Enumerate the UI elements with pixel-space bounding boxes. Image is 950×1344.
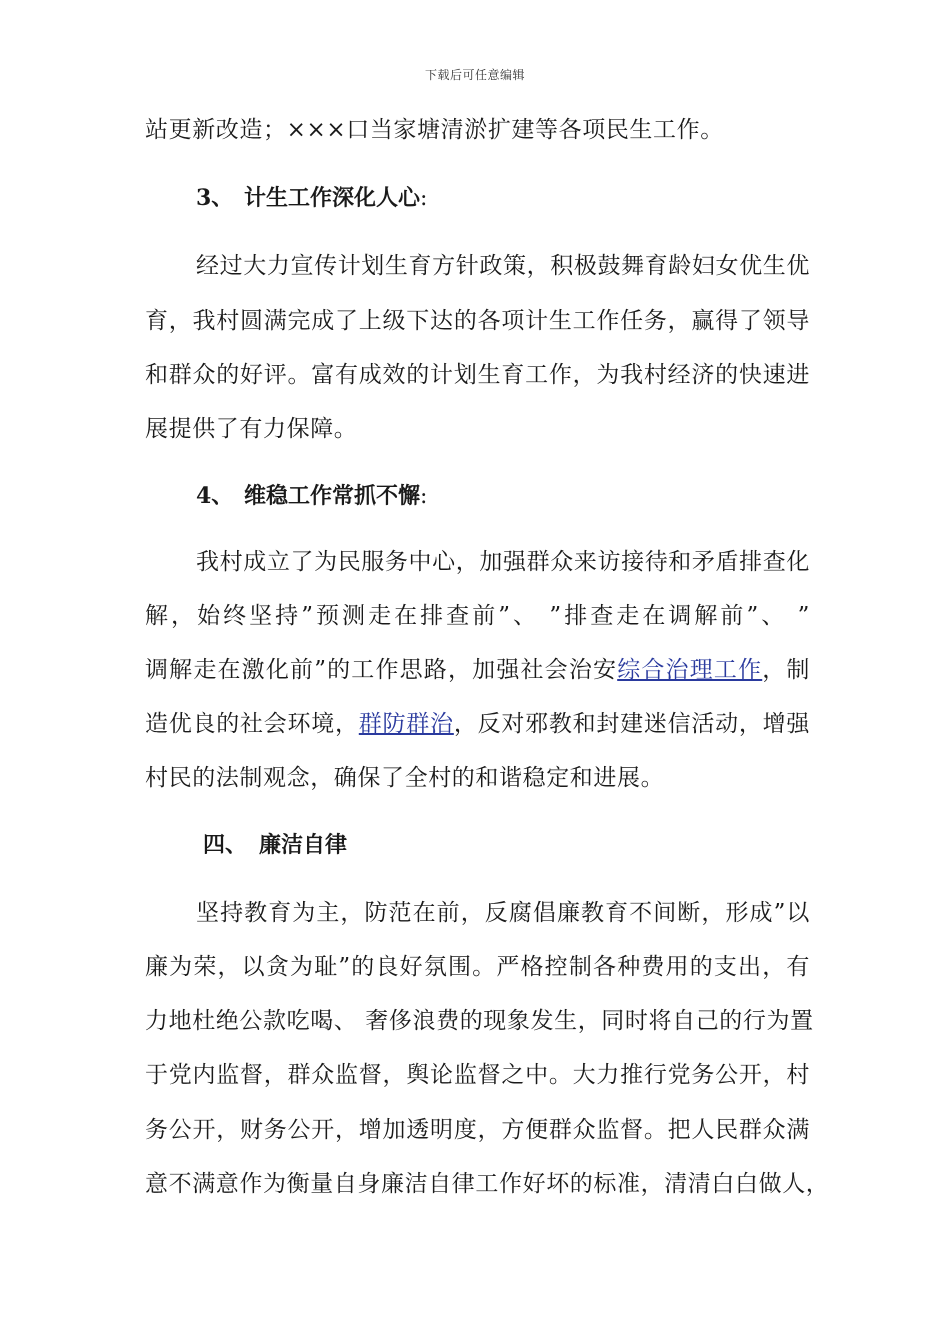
paragraph-line: 务公开，财务公开，增加透明度，方便群众监督。把人民群众满 [145, 1117, 810, 1143]
section-title: 计生工作深化人心 [244, 185, 421, 211]
paragraph-line: 力地杜绝公款吃喝、 奢侈浪费的现象发生，同时将自己的行为置 [145, 1008, 814, 1034]
page-header: 下载后可任意编辑 [424, 68, 525, 82]
line-text: 造优良的社会环境， [145, 711, 359, 737]
paragraph-line: 经过大力宣传计划生育方针政策，积极鼓舞育龄妇女优生优 [196, 253, 810, 279]
heading-colon: : [420, 484, 428, 509]
section-number: 4、 [196, 483, 234, 509]
link-comprehensive-governance[interactable]: 综合治理工作 [617, 657, 763, 683]
section-title: 廉洁自律 [259, 832, 348, 858]
paragraph-line: 展提供了有力保障。 [145, 416, 358, 442]
paragraph-line: 廉为荣，以贪为耻”的良好氛围。严格控制各种费用的支出，有 [145, 954, 810, 980]
section-heading-4 [196, 480, 427, 513]
paragraph-line: 村民的法制观念，确保了全村的和谐稳定和进展。 [145, 765, 665, 791]
section-title: 维稳工作常抓不懈 [244, 483, 421, 509]
paragraph-line [145, 708, 810, 740]
paragraph-line: 坚持教育为主，防范在前，反腐倡廉教育不间断，形成”以 [196, 900, 810, 926]
paragraph-line: 于党内监督，群众监督，舆论监督之中。大力推行党务公开，村 [145, 1062, 810, 1088]
section-number: 四、 [203, 832, 248, 858]
line-text: 调解走在激化前”的工作思路，加强社会治安 [145, 657, 618, 683]
section-heading-3 [196, 182, 427, 215]
line-text: ，反对邪教和封建迷信活动，增强 [453, 711, 810, 737]
paragraph-line: 育，我村圆满完成了上级下达的各项计生工作任务，赢得了领导 [145, 308, 810, 334]
line-text: ，制 [762, 657, 810, 683]
paragraph-line: 和群众的好评。富有成效的计划生育工作，为我村经济的快速进 [145, 362, 810, 388]
section-heading-four [203, 829, 347, 861]
paragraph-line: 站更新改造；×××口当家塘清淤扩建等各项民生工作。 [145, 117, 724, 143]
paragraph-line: 解，始终坚持”预测走在排查前”、 ”排查走在调解前”、 ” [145, 603, 810, 629]
paragraph-line: 意不满意作为衡量自身廉洁自律工作好坏的标准，清清白白做人， [145, 1171, 830, 1197]
section-number: 3、 [196, 185, 234, 211]
paragraph-line: 我村成立了为民服务中心，加强群众来访接待和矛盾排查化 [196, 549, 810, 575]
link-mass-prevention[interactable]: 群防群治 [358, 711, 454, 737]
paragraph-line [145, 654, 810, 686]
heading-colon: : [420, 186, 428, 211]
